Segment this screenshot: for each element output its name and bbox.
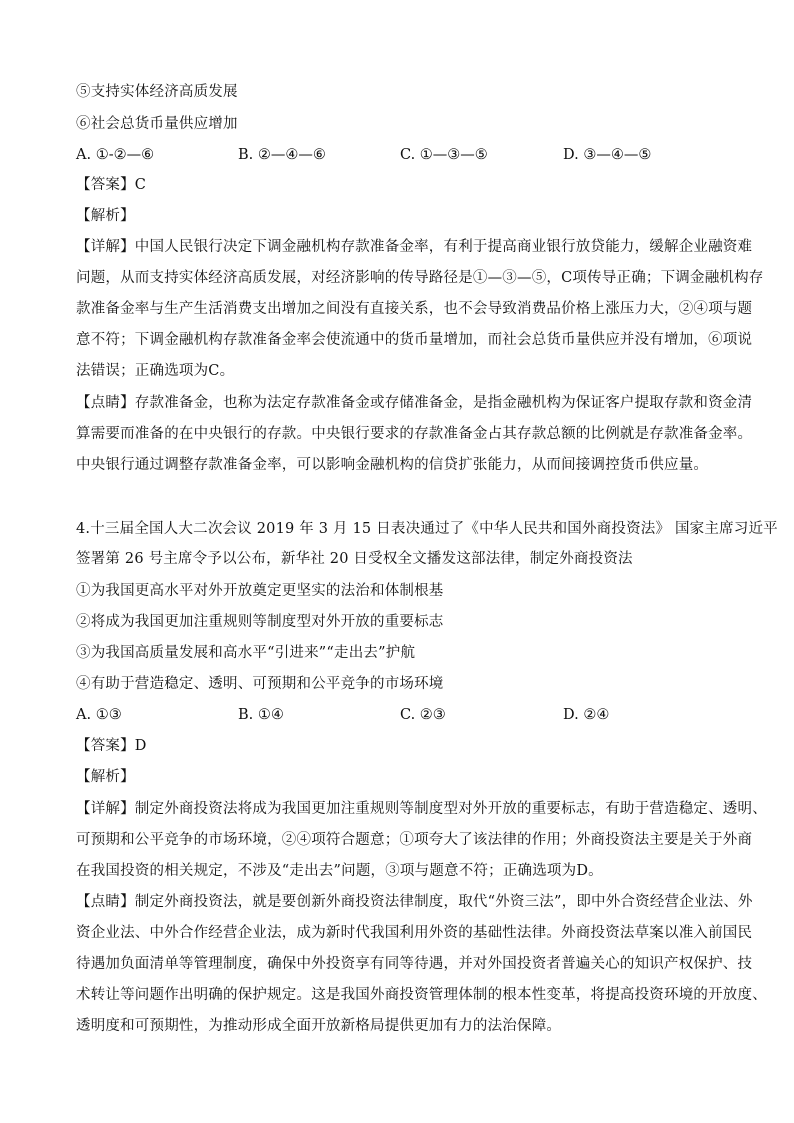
q3-detail-line: 意不符；下调金融机构存款准备金率会使流通中的货币量增加，而社会总货币量供应并没有增加，⑥项说 <box>76 332 753 348</box>
q3-detail-line: 问题，从而支持实体经济高质发展，对经济影响的传导路径是①—③—⑤，C项传导正确；下调金融机构存 <box>76 270 764 286</box>
q4-stem-line: 签署第 26 号主席令予以公布，新华社 20 日受权全文播发这部法律，制定外商投资法 <box>76 551 633 567</box>
q3-option-c: C. ①—③—⑤ <box>400 147 488 163</box>
q3-analysis-heading: 【解析】 <box>76 208 135 224</box>
q3-item-5: ⑤支持实体经济高质发展 <box>76 84 238 100</box>
q4-detail-line: 在我国投资的相关规定，不涉及“走出去”问题，③项与题意不符；正确选项为D。 <box>76 863 603 879</box>
q4-comment-line: 术转让等问题作出明确的保护规定。这是我国外商投资管理体制的根本性变革，将提高投资环境的开放度、 <box>76 987 767 1003</box>
q3-comment-line: 算需要而准备的在中央银行的存款。中央银行要求的存款准备金占其存款总额的比例就是存款准备金率。 <box>76 426 753 442</box>
q4-comment-line: 透明度和可预期性，为推动形成全面开放新格局提供更加有力的法治保障。 <box>76 1018 562 1034</box>
q4-detail-line: 可预期和公平竞争的市场环境，②④项符合题意；①项夸大了该法律的作用；外商投资法主要是关于外商 <box>76 832 753 848</box>
q3-detail-line: 法错误；正确选项为C。 <box>76 363 235 379</box>
q4-comment-line: 【点睛】制定外商投资法，就是要创新外商投资法律制度，取代“外资三法”，即中外合资经营企业法、外 <box>76 894 753 910</box>
q3-item-6: ⑥社会总货币量供应增加 <box>76 116 238 132</box>
q4-item-3: ③为我国高质量发展和高水平“引进来”“走出去”护航 <box>76 645 416 661</box>
q4-option-b: B. ①④ <box>238 707 284 723</box>
q4-comment-line: 资企业法、中外合作经营企业法，成为新时代我国利用外资的基础性法律。外商投资法草案以准入前国民 <box>76 925 753 941</box>
q3-option-a: A. ①-②—⑥ <box>76 147 155 163</box>
q4-analysis-heading: 【解析】 <box>76 769 135 785</box>
q4-item-1: ①为我国更高水平对外开放奠定更坚实的法治和体制根基 <box>76 583 444 599</box>
q3-answer: 【答案】C <box>76 177 147 193</box>
q4-item-4: ④有助于营造稳定、透明、可预期和公平竞争的市场环境 <box>76 676 444 692</box>
q3-detail-line: 【详解】中国人民银行决定下调金融机构存款准备金率，有利于提高商业银行放贷能力，缓解企业融资难 <box>76 239 753 255</box>
q4-option-c: C. ②③ <box>400 707 446 723</box>
q3-option-d: D. ③—④—⑤ <box>563 147 652 163</box>
q4-detail-line: 【详解】制定外商投资法将成为我国更加注重规则等制度型对外开放的重要标志，有助于营造稳定、透明、 <box>76 801 767 817</box>
q4-option-a: A. ①③ <box>76 707 122 723</box>
q4-answer: 【答案】D <box>76 738 147 754</box>
q3-detail-line: 款准备金率与生产生活消费支出增加之间没有直接关系，也不会导致消费品价格上涨压力大，②④项与题 <box>76 301 753 317</box>
q4-option-d: D. ②④ <box>563 707 610 723</box>
q3-comment-line: 中央银行通过调整存款准备金率，可以影响金融机构的信贷扩张能力，从而间接调控货币供应量。 <box>76 457 709 473</box>
q4-comment-line: 待遇加负面清单等管理制度，确保中外投资享有同等待遇，并对外国投资者普遍关心的知识产权保护、技 <box>76 956 753 972</box>
q3-option-b: B. ②—④—⑥ <box>238 147 326 163</box>
q4-stem-line: 4.十三届全国人大二次会议 2019 年 3 月 15 日表决通过了《中华人民共和国外商投资法》 国家主席习近平 <box>76 521 778 537</box>
q3-comment-line: 【点睛】存款准备金，也称为法定存款准备金或存储准备金，是指金融机构为保证客户提取存款和资金清 <box>76 395 753 411</box>
q4-item-2: ②将成为我国更加注重规则等制度型对外开放的重要标志 <box>76 614 444 630</box>
